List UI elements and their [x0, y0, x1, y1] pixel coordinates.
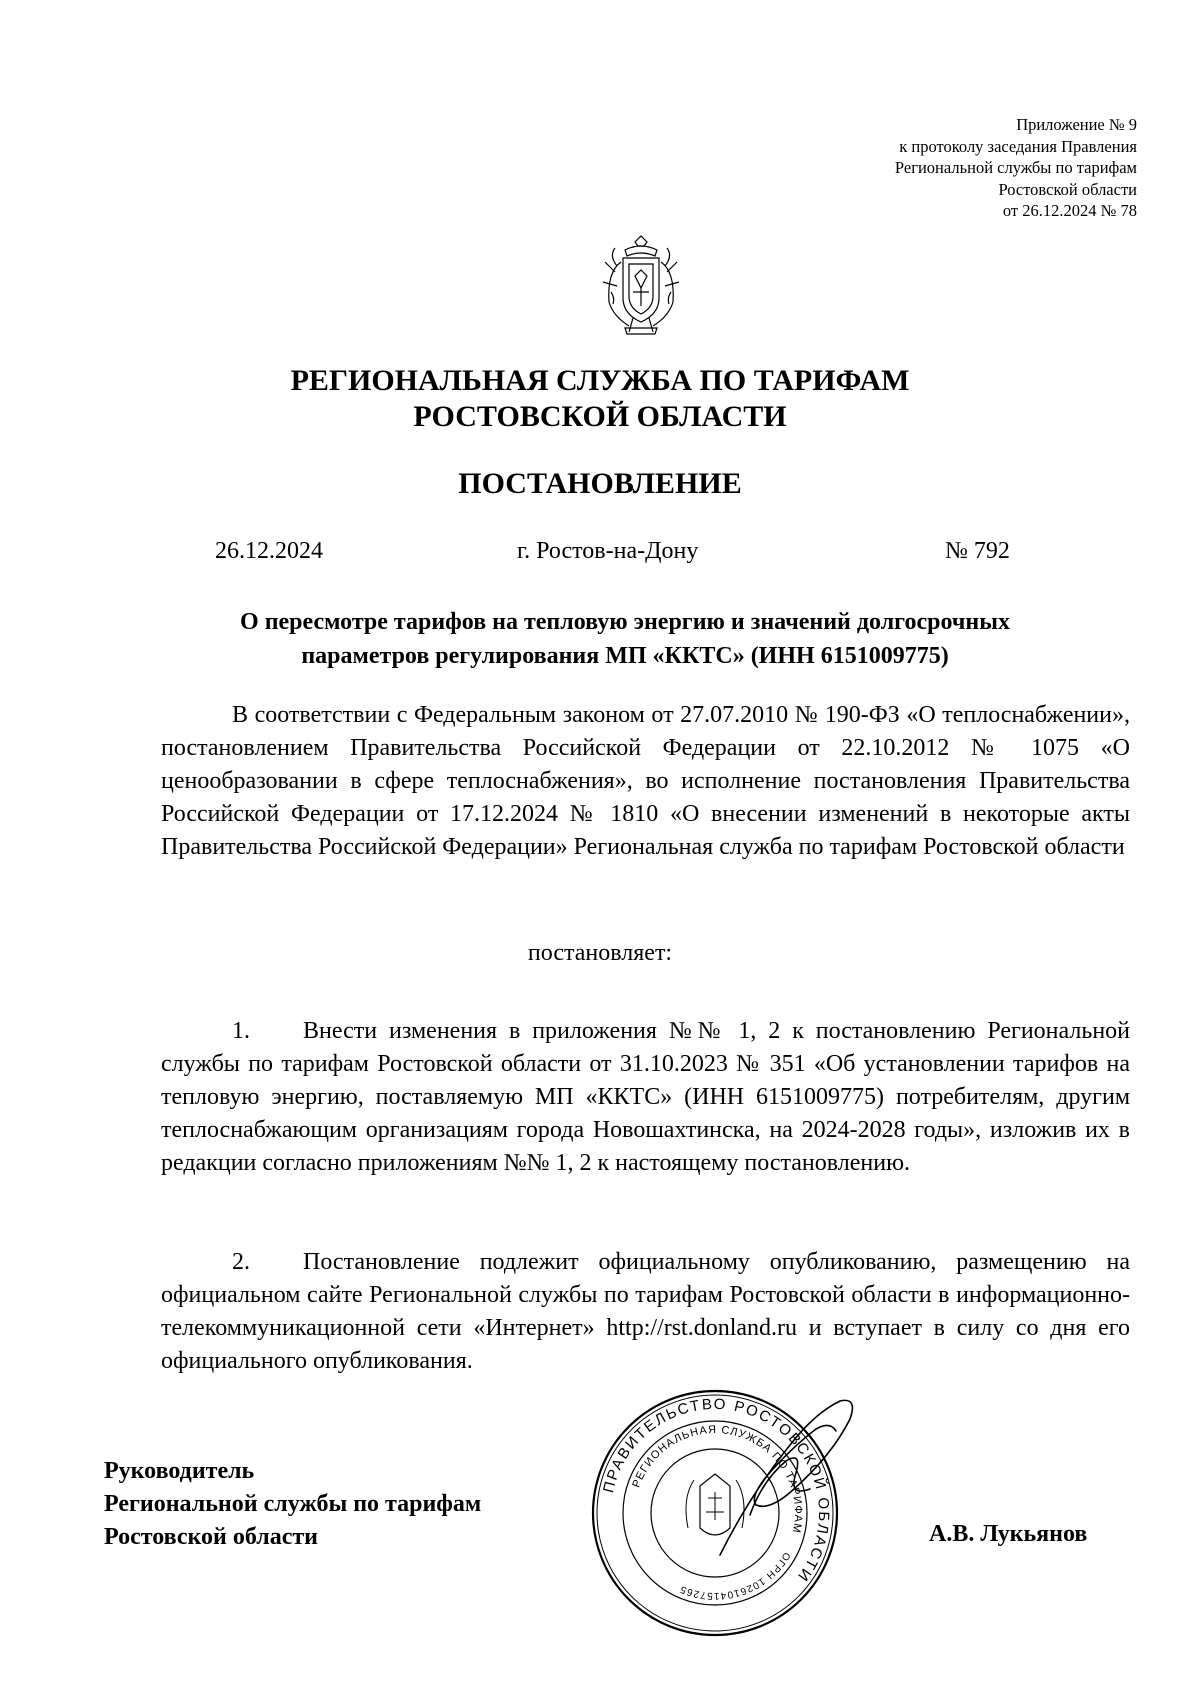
decree-item-text: Постановление подлежит официальному опубликованию, размещению на официальном сайте Региональной службы по тарифам Ростовской области в информационно-телекоммуникационной сети «Интернет» http://rst.donland.ru и вступает в силу со дня его официального опубликования. [161, 1249, 1130, 1374]
decree-item [161, 1246, 1130, 1378]
signatory-title-line: Региональной службы по тарифам [104, 1491, 482, 1517]
document-city: г. Ростов-на-Дону [517, 538, 699, 564]
appendix-line: Региональной службы по тарифам [894, 158, 1137, 177]
handwritten-signature-icon [690, 1385, 880, 1575]
organization-title-line: РОСТОВСКОЙ ОБЛАСТИ [413, 400, 787, 433]
decree-item-number: 2. [232, 1249, 250, 1275]
document-number: № 792 [945, 538, 1010, 564]
appendix-line: от 26.12.2024 № 78 [1002, 201, 1137, 220]
signatory-name: А.В. Лукьянов [929, 1521, 1088, 1547]
document-date: 26.12.2024 [215, 538, 323, 564]
document-type: ПОСТАНОВЛЕНИЕ [458, 467, 742, 500]
signatory-title [104, 1455, 481, 1554]
signatory-title-line: Руководитель [104, 1458, 255, 1484]
subject-line: параметров регулирования МП «ККТС» (ИНН 6151009775) [301, 643, 949, 669]
appendix-line: к протоколу заседания Правления [899, 136, 1137, 156]
appendix-line: Ростовской области [998, 179, 1137, 199]
preamble-paragraph: В соответствии с Федеральным законом от 27.07.2010 № 190-ФЗ «О теплоснабжении», постановлением Правительства Российской Федерации от 22.10.2012 № 1075 «О ценообразовании в сфере теплоснабжения», во исполнение постановления Правительства Российской Федерации от 17.12.2024 № 1810 «О внесении изменений в некоторые акты Правительства Российской Федерации» Региональная служба по тарифам Ростовской области [161, 702, 1130, 860]
appendix-reference [677, 114, 1137, 222]
decree-item [161, 1015, 1130, 1180]
stamp-inner-text: РЕГИОНАЛЬНАЯ СЛУЖБА ПО ТАРИФАМ [630, 1423, 805, 1535]
document-subject [150, 605, 1100, 673]
decree-word: постановляет: [527, 940, 673, 966]
stamp-ogrn-text: ОГРН 1026104157265 [678, 1549, 793, 1602]
organization-title-line: РЕГИОНАЛЬНАЯ СЛУЖБА ПО ТАРИФАМ [290, 364, 910, 397]
decree-item-text: Внести изменения в приложения №№ 1, 2 к постановлению Региональной службы по тарифам Ростовской области от 31.10.2023 № 351 «Об установлении тарифов на тепловую энергию, поставляемую МП «ККТС» (ИНН 6151009775) потребителям, другим теплоснабжающим организациям города Новошахтинска, на 2024-2028 годы», изложив их в редакции согласно приложениям №№ 1, 2 к настоящему постановлению. [161, 1018, 1130, 1176]
stamp-outer-text: ПРАВИТЕЛЬСТВО РОСТОВСКОЙ ОБЛАСТИ [600, 1395, 833, 1586]
signatory-title-line: Ростовской области [104, 1524, 318, 1550]
organization-title [0, 363, 1200, 435]
decree-item-number: 1. [232, 1018, 250, 1044]
coat-of-arms-icon [595, 232, 687, 340]
subject-line: О пересмотре тарифов на тепловую энергию и значений долгосрочных [240, 609, 1010, 635]
appendix-line: Приложение № 9 [1016, 115, 1137, 134]
